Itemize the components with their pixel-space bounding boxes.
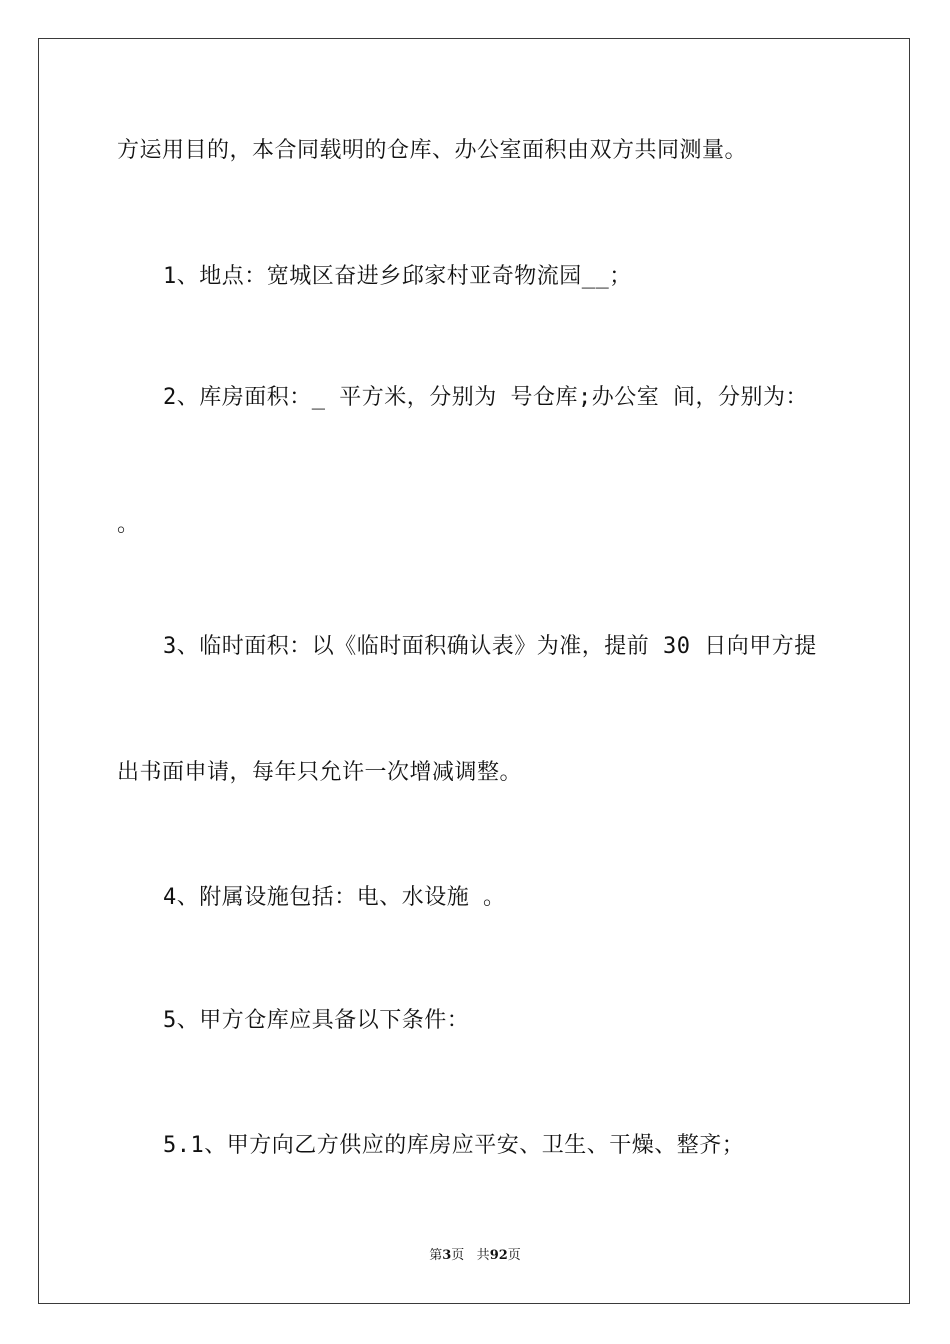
footer-total-prefix: 共: [476, 1248, 490, 1263]
text-line-6: 出书面申请，每年只允许一次增减调整。: [117, 760, 523, 785]
text-line-9: 5.1、甲方向乙方供应的库房应平安、卫生、干燥、整齐；: [163, 1133, 745, 1158]
footer-page-number: 3: [442, 1248, 452, 1263]
text-line-3: 2、库房面积：_ 平方米，分别为 号仓库;办公室 间，分别为：: [163, 385, 808, 410]
text-line-5: 3、临时面积：以《临时面积确认表》为准，提前 30 日向甲方提: [163, 634, 817, 659]
footer-page-suffix: 页: [451, 1248, 465, 1263]
text-line-8: 5、甲方仓库应具备以下条件：: [163, 1008, 470, 1033]
text-line-2: 1、地点：宽城区奋进乡邱家村亚奇物流园__；: [163, 264, 632, 289]
text-line-4: 。: [117, 512, 140, 537]
footer-total-number: 92: [489, 1248, 508, 1263]
footer-total-suffix: 页: [507, 1248, 521, 1263]
page-footer: [0, 1244, 950, 1263]
footer-page-prefix: 第: [429, 1248, 443, 1263]
text-line-1: 方运用目的，本合同载明的仓库、办公室面积由双方共同测量。: [117, 138, 748, 163]
text-line-7: 4、附属设施包括：电、水设施 。: [163, 885, 506, 910]
page-border: [38, 38, 910, 1304]
